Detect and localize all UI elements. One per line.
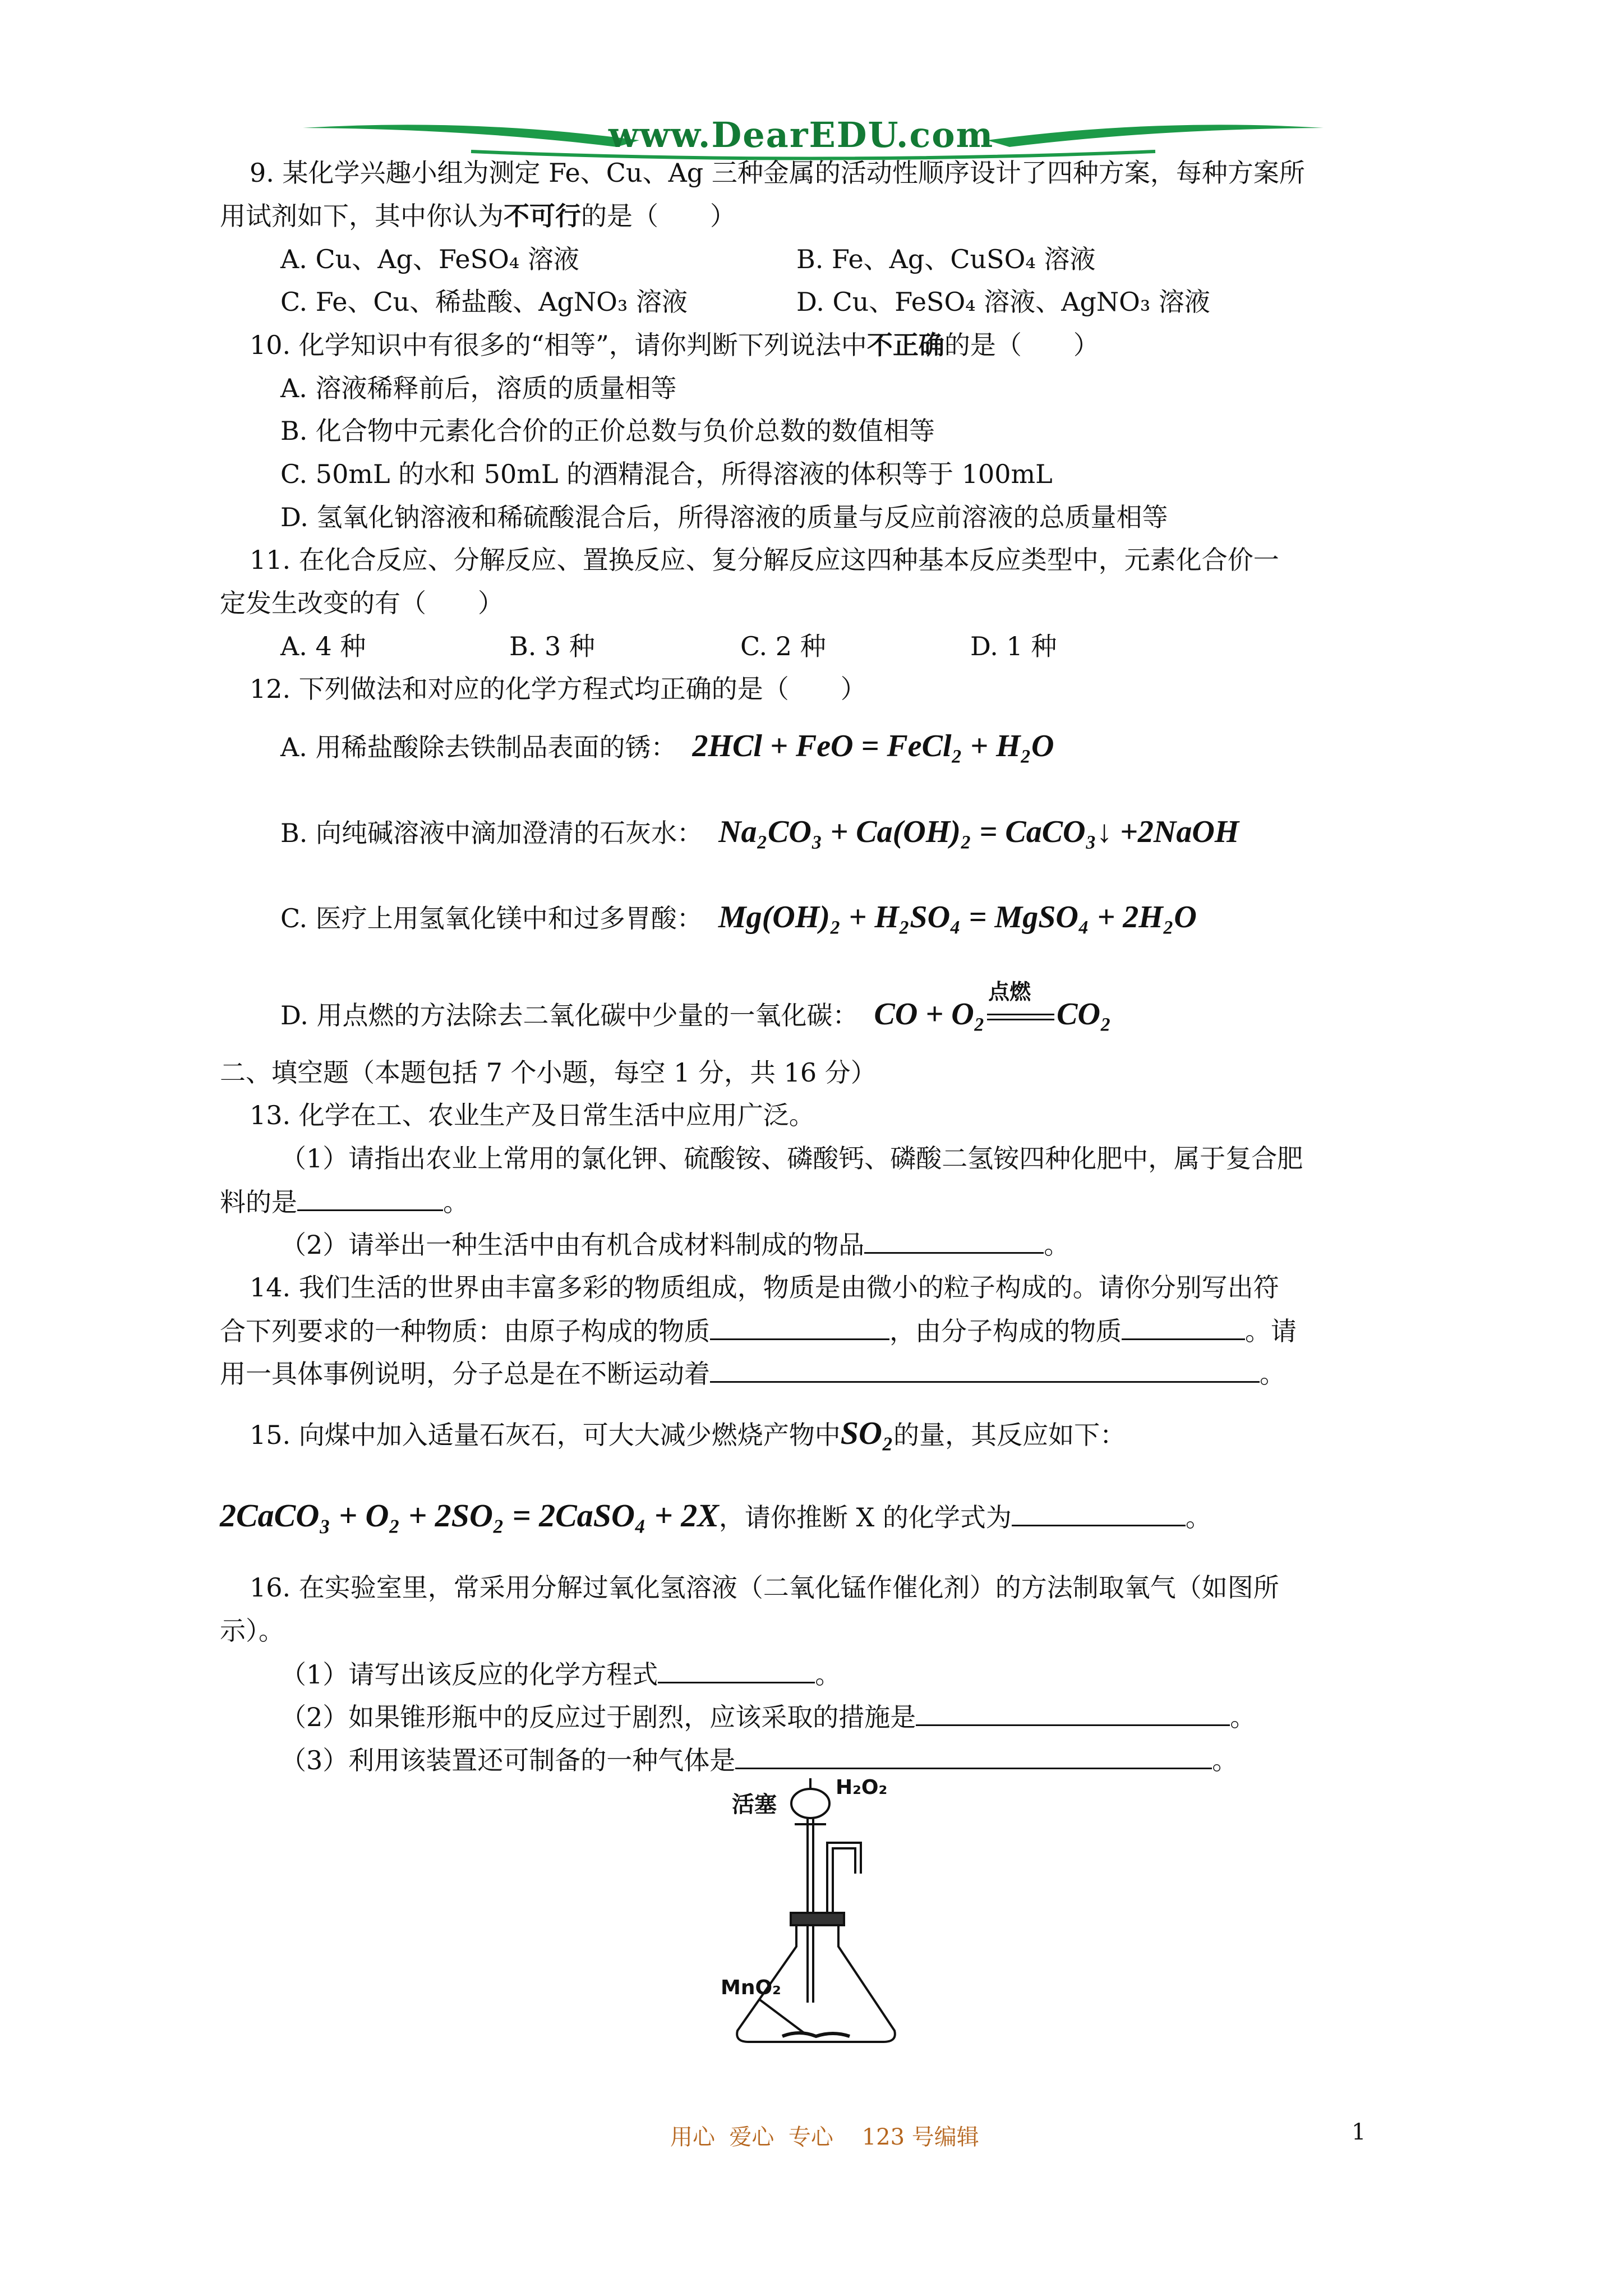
- q12-option-b: B. 向纯碱溶液中滴加澄清的石灰水： Na₂CO₃ + Ca(OH)₂ = CaCO₃↓ +2NaOH: [280, 815, 1239, 849]
- q16-part1: （1）请写出该反应的化学方程式 。: [280, 1657, 841, 1691]
- answer-blank[interactable]: [710, 1356, 1260, 1383]
- section-title: 二、填空题（本题包括 7 个小题，每空 1 分，共 16 分）: [220, 1057, 877, 1088]
- q10-emphasis: 不正确: [866, 330, 944, 360]
- oxygen-apparatus-figure: [721, 1761, 911, 2053]
- q10-option-b: B. 化合物中元素化合价的正价总数与负价总数的数值相等: [280, 416, 935, 446]
- q12-stem: 12. 下列做法和对应的化学方程式均正确的是（ ）: [250, 674, 866, 704]
- q15-line1: 15. 向煤中加入适量石灰石，可大大减少燃烧产物中SO₂的量，其反应如下：: [250, 1415, 1126, 1451]
- q12-option-d: D. 用点燃的方法除去二氧化碳中少量的一氧化碳： CO + O₂ 点燃 CO₂: [280, 979, 1112, 1032]
- q11-option-c: C. 2 种: [740, 631, 826, 661]
- q15-equation: 2CaCO₃ + O₂ + 2SO₂ = 2CaSO₄ + 2X: [220, 1497, 719, 1534]
- q9-emphasis: 不可行: [504, 201, 581, 231]
- q16-part2: （2）如果锥形瓶中的反应过于剧烈，应该采取的措施是 。: [280, 1700, 1256, 1734]
- q12-equation-d: CO + O₂ 点燃 CO₂: [874, 979, 1112, 1032]
- answer-blank[interactable]: [864, 1227, 1044, 1254]
- q9-option-d: D. Cu、FeSO₄ 溶液、AgNO₃ 溶液: [796, 287, 1210, 317]
- q10-option-a: A. 溶液稀释前后，溶质的质量相等: [280, 373, 677, 403]
- q13-part1-line2: 料的是 。: [220, 1185, 469, 1219]
- site-name[interactable]: www.DearEDU.com: [608, 114, 994, 155]
- q11-option-d: D. 1 种: [970, 631, 1057, 661]
- q16-line2: 示）。: [220, 1616, 284, 1646]
- page-number: 1: [1352, 2119, 1366, 2145]
- q12-equation-a: 2HCl + FeO = FeCl₂ + H₂O: [692, 729, 1054, 763]
- q10-stem: 10. 化学知识中有很多的“相等”，请你判断下列说法中不正确的是（ ）: [250, 330, 1099, 360]
- q10-option-c: C. 50mL 的水和 50mL 的酒精混合，所得溶液的体积等于 100mL: [280, 459, 1053, 489]
- q16-part3: （3）利用该装置还可制备的一种气体是 。: [280, 1743, 1238, 1777]
- q9-option-b: B. Fe、Ag、CuSO₄ 溶液: [796, 244, 1096, 274]
- answer-blank[interactable]: [1012, 1500, 1186, 1526]
- q9-line2: 用试剂如下，其中你认为不可行的是（ ）: [220, 201, 736, 231]
- so2-formula: SO₂: [840, 1415, 894, 1451]
- valve-label: 活塞: [732, 1791, 777, 1818]
- q11-option-b: B. 3 种: [509, 631, 595, 661]
- q12-equation-c: Mg(OH)₂ + H₂SO₄ = MgSO₄ + 2H₂O: [718, 900, 1197, 935]
- q10-option-d: D. 氢氧化钠溶液和稀硫酸混合后，所得溶液的质量与反应前溶液的总质量相等: [280, 502, 1168, 532]
- answer-blank[interactable]: [710, 1314, 889, 1340]
- q14-line3: 用一具体事例说明，分子总是在不断运动着 。: [220, 1356, 1285, 1391]
- answer-blank[interactable]: [658, 1657, 815, 1683]
- q12-equation-b: Na₂CO₃ + Ca(OH)₂ = CaCO₃↓ +2NaOH: [718, 815, 1239, 849]
- q14-line1: 14. 我们生活的世界由丰富多彩的物质组成，物质是由微小的粒子构成的。请你分别写出符: [250, 1272, 1279, 1303]
- q11-option-a: A. 4 种: [280, 631, 366, 661]
- reaction-condition: 点燃: [985, 997, 1057, 1031]
- q9-option-a: A. Cu、Ag、FeSO₄ 溶液: [280, 244, 579, 274]
- q16-line1: 16. 在实验室里，常采用分解过氧化氢溶液（二氧化锰作催化剂）的方法制取氧气（如图所: [250, 1572, 1279, 1603]
- q9-line1: 9. 某化学兴趣小组为测定 Fe、Cu、Ag 三种金属的活动性顺序设计了四种方案，每种方案所: [250, 158, 1305, 188]
- q15-line2: 2CaCO₃ + O₂ + 2SO₂ = 2CaSO₄ + 2X，请你推断 X 的化学式为 。: [220, 1497, 1211, 1534]
- q11-line2: 定发生改变的有（ ）: [220, 588, 504, 618]
- q12-option-c: C. 医疗上用氢氧化镁中和过多胃酸： Mg(OH)₂ + H₂SO₄ = MgSO₄ + 2H₂O: [280, 900, 1197, 935]
- q14-line2: 合下列要求的一种物质：由原子构成的物质 ，由分子构成的物质 。请: [220, 1314, 1297, 1348]
- q13-part2: （2）请举出一种生活中由有机合成材料制成的物品 。: [280, 1227, 1069, 1262]
- q13-stem: 13. 化学在工、农业生产及日常生活中应用广泛。: [250, 1100, 815, 1130]
- q12-option-a: A. 用稀盐酸除去铁制品表面的锈： 2HCl + FeO = FeCl₂ + H₂O: [280, 729, 1054, 763]
- footer-text: 用心 爱心 专心 123 号编辑: [670, 2124, 979, 2150]
- answer-blank[interactable]: [297, 1185, 443, 1211]
- q13-part1-line1: （1）请指出农业上常用的氯化钾、硫酸铵、磷酸钙、磷酸二氢铵四种化肥中，属于复合肥: [280, 1143, 1303, 1174]
- mno2-label: MnO₂: [721, 1976, 781, 1999]
- q11-line1: 11. 在化合反应、分解反应、置换反应、复分解反应这四种基本反应类型中，元素化合价一: [250, 545, 1279, 575]
- h2o2-label: H₂O₂: [836, 1776, 888, 1799]
- answer-blank[interactable]: [1122, 1314, 1245, 1340]
- q9-option-c: C. Fe、Cu、稀盐酸、AgNO₃ 溶液: [280, 287, 688, 317]
- answer-blank[interactable]: [916, 1700, 1230, 1726]
